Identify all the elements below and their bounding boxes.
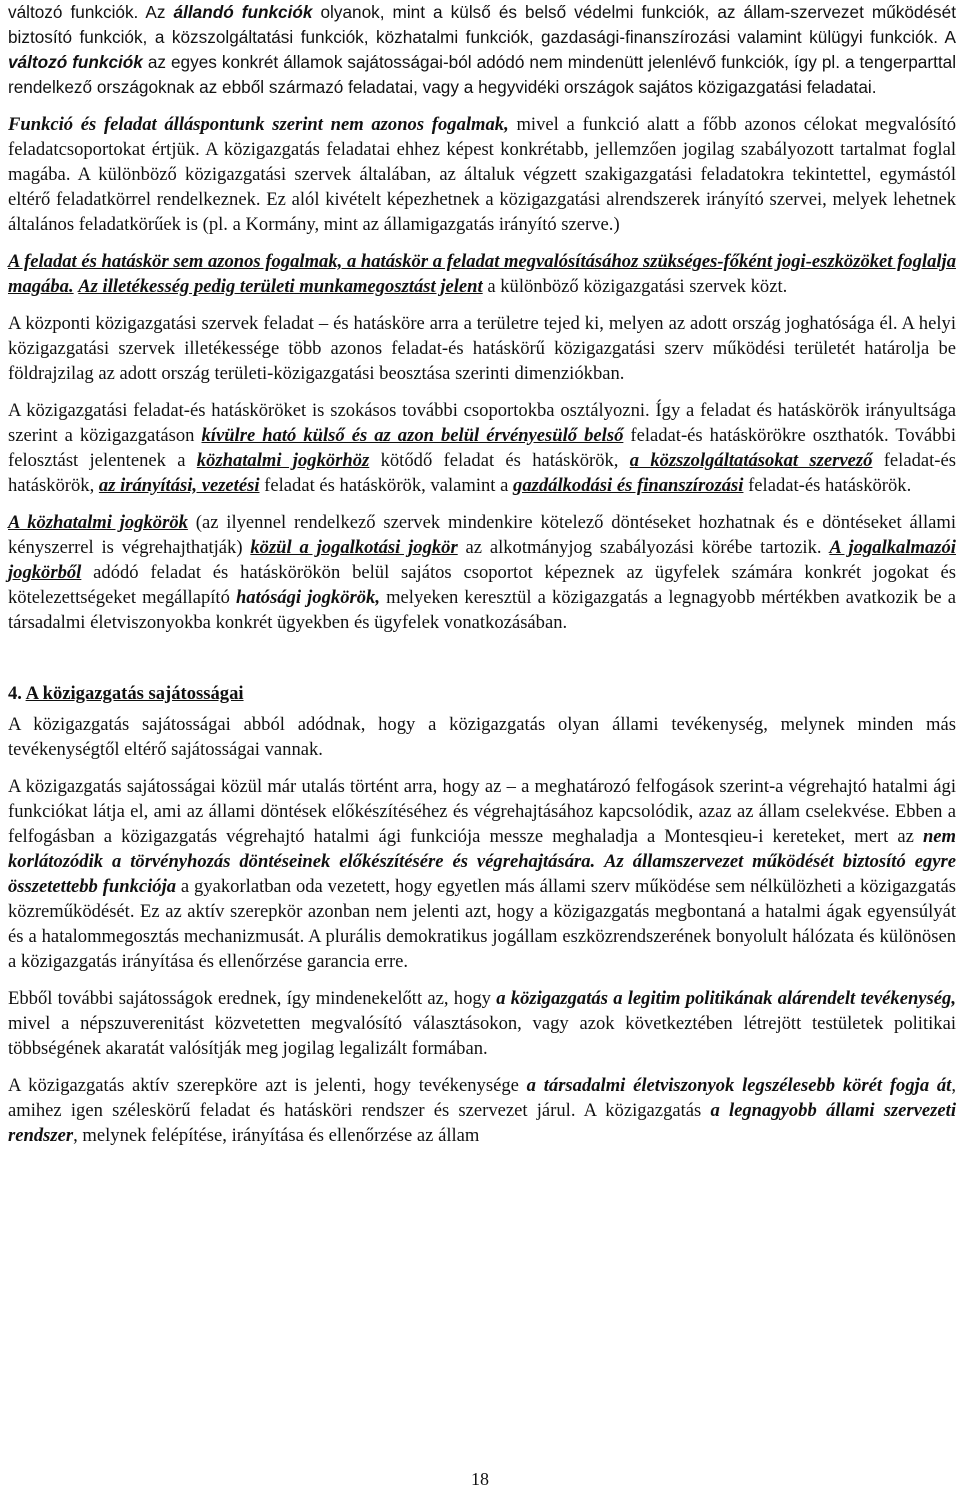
- body-text: a különböző közigazgatási szervek közt.: [482, 276, 788, 297]
- body-text: [595, 851, 604, 872]
- body-text: változó funkciók. Az: [8, 2, 174, 22]
- paragraph: [8, 311, 956, 386]
- paragraph: [8, 1073, 956, 1148]
- body-text: mivel a népszuverenitást közvetetten megvalósító választásokon, vagy azok következtében létrejött testületek politikai többségének akaratát valósítják meg jogilag legalizált formában.: [8, 1013, 956, 1059]
- emphasis-text: kívülre ható külső és az azon belül érvényesülő belső: [201, 425, 624, 446]
- emphasis-text: közül a jogalkotási jogkör: [250, 537, 458, 558]
- emphasis-text: az irányítási, vezetési: [98, 475, 260, 496]
- section-gap: [8, 647, 956, 681]
- document-page: [8, 0, 956, 1160]
- body-text: feladat-és hatáskörökre oszthatók. További felosztást jelentenek a: [8, 425, 956, 471]
- paragraph: [8, 249, 956, 299]
- emphasis-text: a közszolgáltatásokat szervező: [629, 450, 873, 471]
- body-text: A közigazgatás aktív szerepköre azt is jelenti, hogy tevékenysége: [8, 1075, 527, 1096]
- body-text: feladat és hatáskörök, valamint a: [259, 475, 514, 496]
- body-text: adódó feladat és hatáskörökön belül sajátos csoportot képeznek az ügyfelek számára konkrét jogokat és kötelezettségeket megállapító: [8, 562, 956, 608]
- emphasis-text: Az illetékesség pedig területi munkamegosztást jelent: [78, 276, 483, 297]
- emphasis-text: A közigazgatás sajátosságai: [25, 683, 244, 704]
- emphasis-text: nem korlátozódik a törvényhozás döntéseinek előkészítésére és végrehajtására.: [8, 826, 956, 872]
- paragraph: [8, 398, 956, 498]
- body-text: (az ilyennel rendelkező szervek mindenkire kötelező döntéseket hozhatnak és e döntéseket állami kényszerrel is végrehajthatják): [8, 512, 957, 558]
- emphasis-text: A közhatalmi jogkörök: [8, 512, 188, 533]
- emphasis-text: a társadalmi életviszonyok legszélesebb körét fogja át: [526, 1075, 952, 1096]
- body-text: A közigazgatás sajátosságai abból adódnak, hogy a közigazgatás olyan állami tevékenység, melynek minden más tevékenységtől eltérő sajátosságai vannak.: [8, 714, 956, 760]
- emphasis-text: változó funkciók: [8, 52, 143, 72]
- body-text: A közigazgatás sajátosságai közül már utalás történt arra, hogy az – a meghatározó felfogások szerint-a végrehajtó hatalmi ági funkciókat látja el, ami az állami döntések előkészítéséhez és végrehajtásához kapcsolódik, azaz az állam cselekvése. Ebben a felfogásban a közigazgatás végrehajtó hatalmi ági funkciója messze meghaladja a Montesqieu-i kereteket, mert az: [8, 776, 956, 847]
- paragraph: [8, 510, 956, 635]
- paragraph: [8, 986, 956, 1061]
- body-text: az alkotmányjog szabályozási körébe tartozik.: [457, 537, 830, 558]
- emphasis-text: A jogalkalmazói jogkörből: [8, 537, 956, 583]
- body-text: az egyes konkrét államok sajátosságai-ból adódó nem mindenütt jelenlévő funkciók, így pl. a tengerparttal rendelkező országoknak az ebből származó feladatai, vagy a hegyvidéki országok sajátos közigazgatási feladatai.: [8, 52, 957, 97]
- emphasis-text: a közigazgatás a legitim politikának alárendelt tevékenység,: [496, 988, 956, 1009]
- page-number: 18: [471, 1469, 489, 1489]
- paragraph: [8, 0, 956, 100]
- paragraph: [8, 112, 956, 237]
- body-text: Ebből további sajátosságok erednek, így mindenekelőtt az, hogy: [8, 988, 497, 1009]
- paragraph: [8, 774, 956, 974]
- body-text: feladat-és hatáskörök.: [743, 475, 912, 496]
- emphasis-text: állandó funkciók: [173, 2, 313, 22]
- body-text: , amihez igen széleskörű feladat és hatásköri rendszer és szervezet járul. A közigazgatás: [8, 1075, 957, 1121]
- body-text: melyeken keresztül a közigazgatás a legnagyobb mértékben avatkozik be a társadalmi életviszonyokba konkrét ügyekben és ügyfelek vonatkozásában.: [8, 587, 956, 633]
- emphasis-text: hatósági jogkörök,: [235, 587, 380, 608]
- body-text: a gyakorlatban oda vezetett, hogy egyetlen más állami szerv működése sem nélkülözheti a közigazgatás közreműködését. Ez az aktív szerepkör azonban nem jelenti azt, hogy a közigazgatás megbontaná a hatalmi ágak egyensúlyát és a hatalommegosztás mechanizmusát. A plurális demokratikus jogállam eszközrendszerének bonyolult hálózata és különösen a közigazgatás irányítása és ellenőrzése garancia erre.: [8, 876, 956, 972]
- emphasis-text: gazdálkodási és finanszírozási: [513, 475, 744, 496]
- body-text: , melynek felépítése, irányítása és ellenőrzése az állam: [73, 1125, 480, 1146]
- body-text: 4.: [8, 683, 26, 704]
- section-heading: [8, 681, 956, 706]
- emphasis-text: A feladat és hatáskör sem azonos fogalmak, a hatáskör a feladat megvalósításához szükséges-főként jogi-eszközöket foglalja magába.: [8, 251, 956, 297]
- body-text: olyanok, mint a külső és belső védelmi funkciók, az állam-szervezet működését biztosító funkciók, a közszolgáltatási funkciók, közhatalmi funkciók, gazdasági-finanszírozási valamint külügyi funkciók. A: [8, 2, 956, 47]
- body-text: A központi közigazgatási szervek feladat – és hatásköre arra a területre tejed ki, melyen az adott ország joghatósága él. A helyi közigazgatási szervek illetékessége több azonos feladat-és hatáskörű közigazgatási szerv működési területét határolja be földrajzilag az adott ország területi-közigazgatási beosztása szerinti dimenziókban.: [8, 313, 956, 384]
- paragraph: [8, 712, 956, 762]
- body-text: mivel a funkció alatt a főbb azonos célokat megvalósító feladatcsoportokat értjük. A közigazgatás feladatai ehhez képest konkrétabb, jellemzően jogilag szabályozott tartalmat foglal magába. A különböző közigazgatási szervek általában, az általuk végzett szakigazgatási feladatokra tekintettel, egymástól eltérő feladatkörrel rendelkeznek. Ez alól kivételt képezhetnek a közigazgatási alrendszerek irányító szervei, melyek lehetnek általános feladatkörűek is (pl. a Kormány, mint az államigazgatás irányító szerve.): [8, 114, 956, 235]
- body-text: A közigazgatási feladat-és hatásköröket is szokásos további csoportokba osztályozni. Így a feladat és hatáskörök irányultsága szerint a közigazgatáson: [8, 400, 956, 446]
- body-text: kötődő feladat és hatáskörök,: [369, 450, 630, 471]
- emphasis-text: Funkció és feladat álláspontunk szerint nem azonos fogalmak,: [8, 114, 509, 135]
- body-text: feladat-és hatáskörök,: [8, 450, 956, 496]
- emphasis-text: a legnagyobb állami szervezeti rendszer: [8, 1100, 956, 1146]
- emphasis-text: Az államszervezet működését biztosító egyre összetettebb funkciója: [8, 851, 956, 897]
- emphasis-text: közhatalmi jogkörhöz: [196, 450, 370, 471]
